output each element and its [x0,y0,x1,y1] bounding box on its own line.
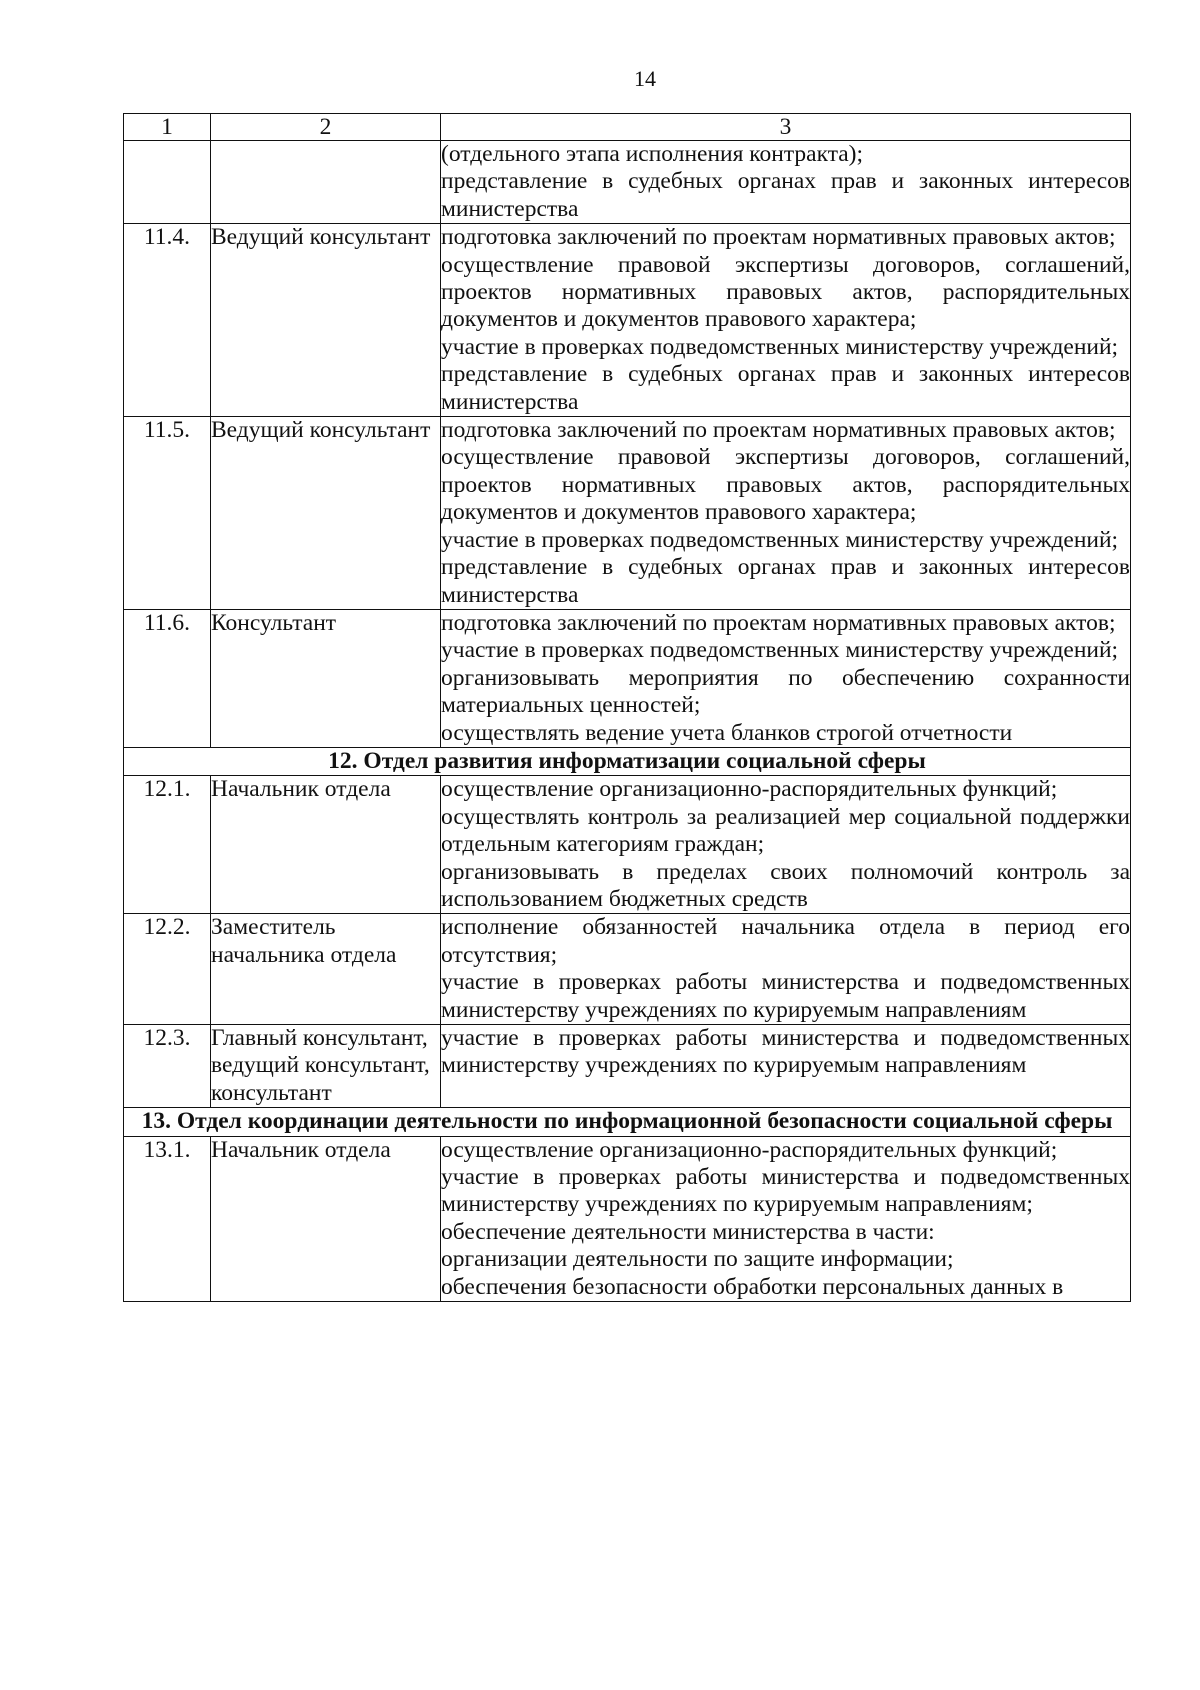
duty-item: подготовка заключений по проектам нормативных правовых актов; [441,417,1116,444]
position-title: Главный консультант, ведущий консультант, консультант [211,1025,441,1108]
section-heading-row [124,747,1131,775]
row-number: 12.2. [124,914,211,1025]
duties-cell [441,776,1131,914]
duty-item: участие в проверках подведомственных министерству учреждений; [441,637,1119,664]
row-number: 11.4. [124,224,211,417]
table-row [124,224,1131,417]
duties-table [123,113,1131,1302]
duty-item: участие в проверках работы министерства и подведомственных министерству учреждениях по курируемым направлениям [441,969,1130,1023]
duty-item: представление в судебных органах прав и законных интересов министерства [441,554,1130,608]
duty-item: подготовка заключений по проектам нормативных правовых актов; [441,609,1116,636]
duty-item: обеспечение деятельности министерства в части: [441,1218,935,1245]
header-col-2: 2 [211,114,441,141]
row-number: 11.5. [124,417,211,610]
duties-cell [441,1136,1131,1301]
table-row [124,1136,1131,1301]
table-row [124,141,1131,224]
duty-item: (отдельного этапа исполнения контракта); [441,141,864,167]
table-row [124,417,1131,610]
duty-item: осуществление организационно-распорядительных функций; [441,1136,1058,1163]
table-row [124,914,1131,1025]
position-title: Консультант [211,609,441,747]
section-title: 13. Отдел координации деятельности по информационной безопасности социальной сферы [124,1108,1131,1136]
duty-item: осуществлять контроль за реализацией мер социальной поддержки отдельным категориям граждан; [441,803,1130,858]
duty-item: организации деятельности по защите информации; [441,1246,954,1273]
duty-item: организовывать в пределах своих полномочий контроль за использованием бюджетных средств [441,858,1130,912]
duty-item: представление в судебных органах прав и законных интересов министерства [441,168,1130,222]
position-title: Начальник отдела [211,1136,441,1301]
table-row [124,776,1131,914]
row-number: 12.3. [124,1025,211,1108]
row-number: 11.6. [124,609,211,747]
duties-cell [441,417,1131,610]
duty-item: участие в проверках работы министерства и подведомственных министерству учреждениях по курируемым направлениям; [441,1164,1130,1218]
duty-item: обеспечения безопасности обработки персональных данных в [441,1273,1064,1300]
position-title [211,141,441,224]
duty-item: участие в проверках подведомственных министерству учреждений; [441,333,1119,360]
row-number: 12.1. [124,776,211,914]
duty-item: представление в судебных органах прав и законных интересов министерства [441,361,1130,415]
duty-item: исполнение обязанностей начальника отдела в период его отсутствия; [441,914,1130,968]
row-number [124,141,211,224]
section-title: 12. Отдел развития информатизации социальной сферы [124,747,1131,775]
page-number: 14 [634,66,656,91]
table-row [124,609,1131,747]
header-col-1: 1 [124,114,211,141]
duties-cell [441,914,1131,1025]
duty-item: осуществление организационно-распорядительных функций; [441,776,1058,803]
position-title: Начальник отдела [211,776,441,914]
header-col-3: 3 [441,114,1131,141]
duty-item: осуществление правовой экспертизы договоров, соглашений, проектов нормативных правовых актов, распорядительных документов и документов правового характера; [441,251,1130,333]
position-title: Заместитель начальника отдела [211,914,441,1025]
duties-cell [441,1025,1131,1108]
table-row [124,1025,1131,1108]
duties-cell [441,224,1131,417]
duty-item: осуществление правовой экспертизы договоров, соглашений, проектов нормативных правовых актов, распорядительных документов и документов правового характера; [441,444,1130,526]
duties-cell [441,609,1131,747]
section-heading-row [124,1108,1131,1136]
row-number: 13.1. [124,1136,211,1301]
duties-cell [441,141,1131,224]
table-header-row [124,114,1131,141]
duty-item: организовывать мероприятия по обеспечению сохранности материальных ценностей; [441,664,1130,719]
duty-item: осуществлять ведение учета бланков строгой отчетности [441,719,1013,746]
duty-item: участие в проверках работы министерства и подведомственных министерству учреждениях по курируемым направлениям [441,1025,1130,1079]
duty-item: участие в проверках подведомственных министерству учреждений; [441,526,1119,553]
position-title: Ведущий консультант [211,417,441,610]
position-title: Ведущий консультант [211,224,441,417]
duty-item: подготовка заключений по проектам нормативных правовых актов; [441,224,1116,251]
